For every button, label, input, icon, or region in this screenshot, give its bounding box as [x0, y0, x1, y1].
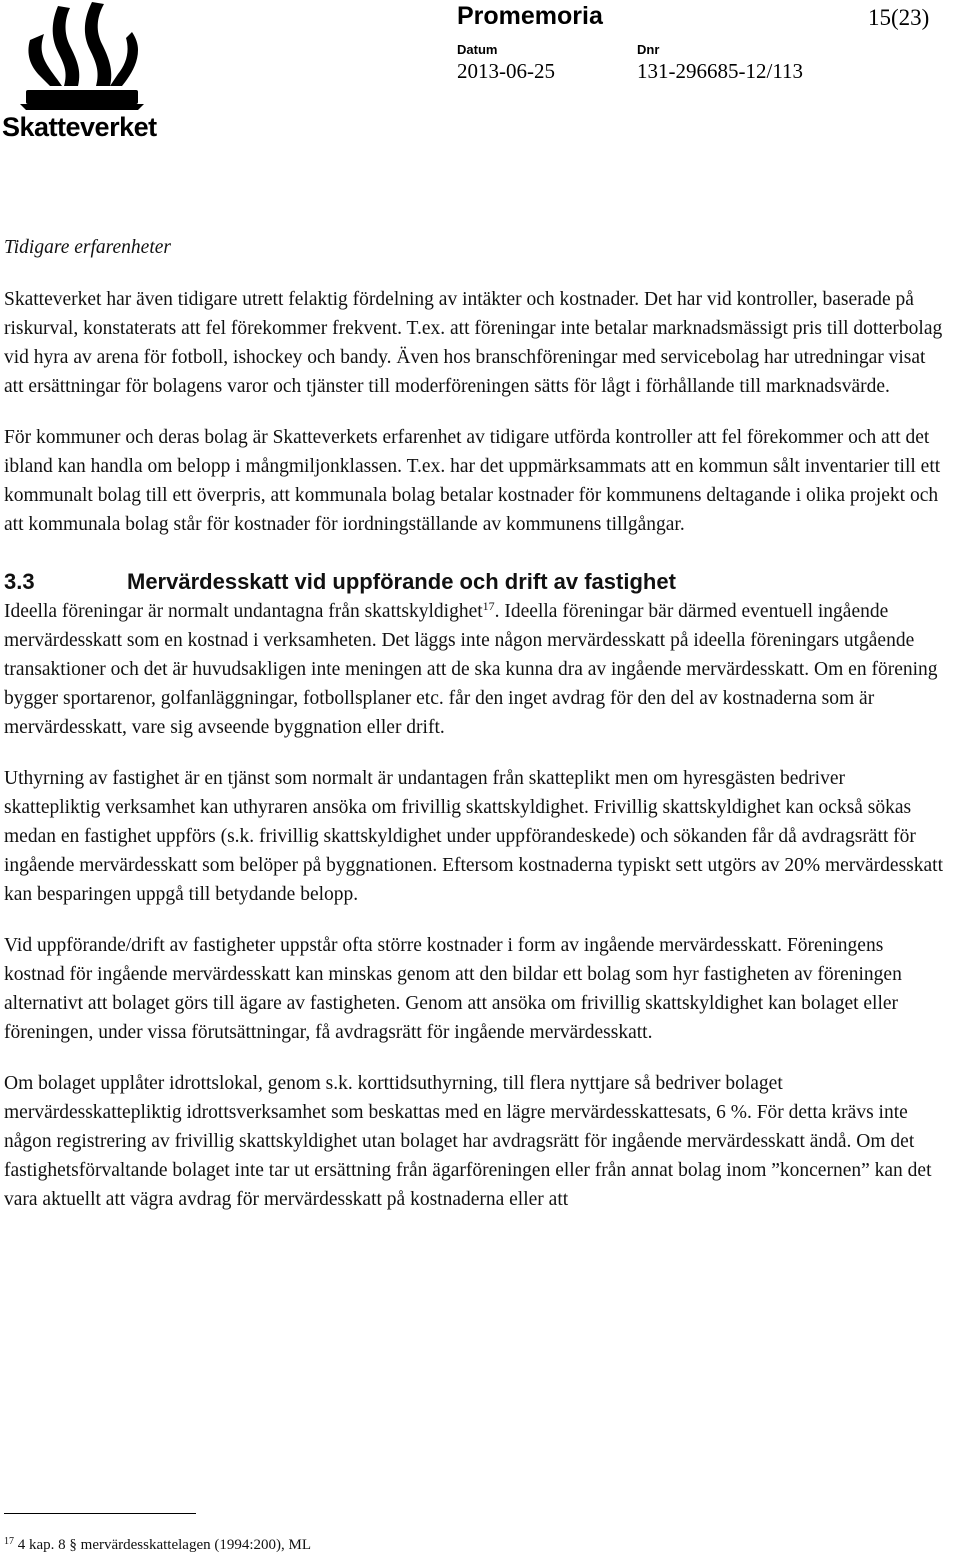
footnote-number: 17 [4, 1536, 14, 1547]
paragraph: Vid uppförande/drift av fastigheter uppstår ofta större kostnader i form av ingående mervärdesskatt. Föreningens kostnad för ingående mervärdesskatt kan minskas genom att den bildar ett bolag som hyr fastigheten av föreningen alternativt att bolaget görs till ägare av fastigheten. Genom att ansöka om frivillig skattskyldighet kan bolaget eller föreningen, under vissa förutsättningar, få avdragsrätt för ingående mervärdesskatt. [4, 935, 902, 1043]
footnote-text: 4 kap. 8 § mervärdesskattelagen (1994:200), ML [14, 1537, 312, 1553]
document-body [4, 233, 944, 1234]
subheading: Tidigare erfarenheter [4, 237, 171, 258]
section-heading [4, 567, 944, 597]
crown-emblem-icon [0, 0, 160, 112]
paragraph [4, 597, 944, 742]
paragraph-text: . Ideella föreningar bär därmed eventuell ingående mervärdesskatt som en kostnad i verksamheten. Det läggs inte någon mervärdesskatt på ideella föreningars utgående transaktioner och det är huvudsakligen inte meningen att de ska kunna dra av ingående mervärdesskatt. Om en förening bygger sportarenor, golfanläggningar, fotbollsplaner etc. får den inget avdrag för den del av kostnaderna som är mervärdesskatt, vare sig avseende byggnation eller drift. [4, 601, 938, 738]
paragraph-text: Ideella föreningar är normalt undantagna från skattskyldighet [4, 601, 483, 622]
document-type: Promemoria [457, 2, 603, 30]
paragraph: Om bolaget upplåter idrottslokal, genom s.k. korttidsuthyrning, till flera nyttjare så bedriver bolaget mervärdesskattepliktig idrottsverksamhet som beskattas med en lägre mervärdesskattesats, 6 %. För detta krävs inte någon registrering av frivillig skattskyldighet utan bolaget har avdragsrätt för ingående mervärdesskatt ändå. Om det fastighetsförvaltande bolaget inte tar ut ersättning från ägarföreningen eller från annat bolag inom ”koncernen” kan det vara aktuellt att vägra avdrag för mervärdesskatt på kostnaderna eller att [4, 1073, 932, 1210]
section-title: Mervärdesskatt vid uppförande och drift av fastighet [127, 569, 676, 594]
dnr-label: Dnr [637, 42, 660, 57]
section-number: 3.3 [4, 569, 35, 594]
paragraph: Skatteverket har även tidigare utrett felaktig fördelning av intäkter och kostnader. Det har vid kontroller, baserade på riskurval, konstaterats att fel förekommer frekvent. T.ex. att föreningar inte betalar marknadsmässigt pris till dotterbolag vid hyra av arena för fotboll, ishockey och bandy. Även hos branschföreningar med servicebolag har utredningar visat att ersättningar för bolagens varor och tjänster till moderföreningen sätts för lågt i förhållande till marknadsvärde. [4, 289, 943, 397]
date-value: 2013-06-25 [457, 59, 555, 83]
dnr-value: 131-296685-12/113 [637, 59, 804, 83]
paragraph: Uthyrning av fastighet är en tjänst som normalt är undantagen från skatteplikt men om hyresgästen bedriver skattepliktig verksamhet kan uthyraren ansöka om frivillig skattskyldighet. Frivillig skattskyldighet kan också sökas medan en fastighet uppförs (s.k. frivillig skattskyldighet under uppförandeskede) och sökanden får då avdragsrätt för ingående mervärdesskatt som belöper på byggnationen. Eftersom kostnaderna typiskt sett utgörs av 20% mervärdesskatt kan besparingen uppgå till betydande belopp. [4, 768, 943, 905]
footnote [4, 1537, 311, 1554]
footnote-reference[interactable]: 17 [482, 599, 495, 613]
paragraph: För kommuner och deras bolag är Skatteverkets erfarenhet av tidigare utförda kontroller att fel förekommer och att det ibland kan handla om belopp i mångmiljonklassen. T.ex. har det uppmärksammats att en kommun sålt inventarier till ett kommunalt bolag till ett överpris, att kommunala bolag betalar kostnader för kommunens deltagande i olika projekt och att kommunala bolag står för kostnader för iordningställande av kommunens tillgångar. [4, 427, 941, 535]
skatteverket-logo [0, 0, 160, 150]
page-number: 15(23) [868, 5, 930, 30]
date-label: Datum [457, 42, 498, 57]
logo-wordmark: Skatteverket [2, 112, 157, 142]
footnote-separator [4, 1513, 196, 1514]
